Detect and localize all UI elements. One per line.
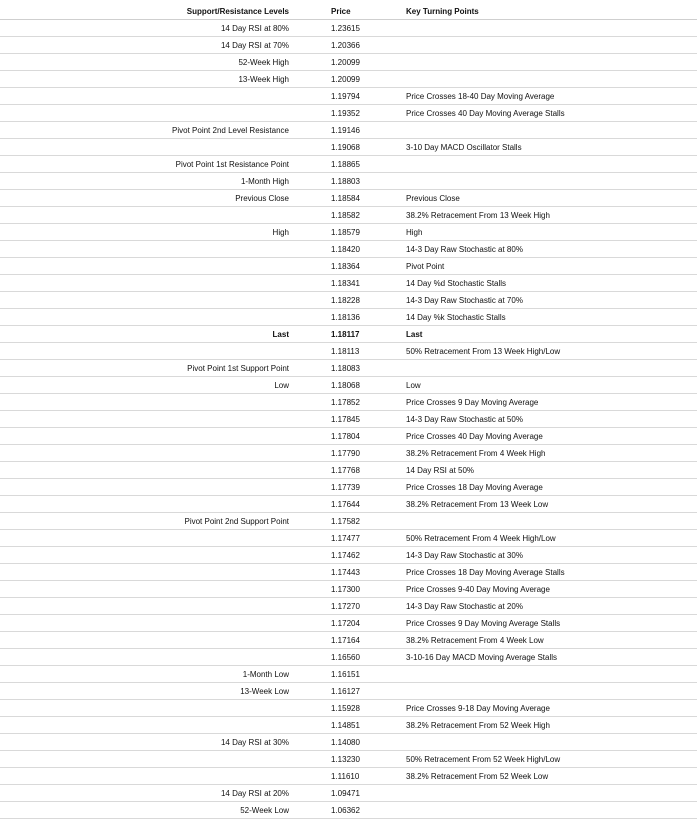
level-cell [0, 275, 296, 292]
level-cell: Low [274, 380, 289, 390]
table-header-row [0, 3, 697, 20]
price-cell: 1.18420 [331, 244, 360, 254]
level-cell [0, 428, 296, 445]
level-cell: Last [272, 329, 289, 339]
table-row [0, 88, 697, 105]
level-cell: Pivot Point 2nd Level Resistance [172, 125, 289, 135]
table-row [0, 564, 697, 581]
table-row [0, 309, 697, 326]
price-cell: 1.20099 [331, 57, 360, 67]
price-cell: 1.17204 [331, 618, 360, 628]
level-cell [0, 581, 296, 598]
price-cell: 1.17804 [331, 431, 360, 441]
turning-point-cell: 14 Day %d Stochastic Stalls [406, 278, 507, 288]
table-row [0, 768, 697, 785]
turning-point-cell: Price Crosses 9 Day Moving Average [406, 397, 539, 407]
table-row [0, 37, 697, 54]
table-row [0, 598, 697, 615]
turning-point-cell: Price Crosses 18 Day Moving Average Stalls [406, 567, 565, 577]
price-cell: 1.18117 [331, 329, 360, 339]
level-cell: Previous Close [235, 193, 289, 203]
table-row [0, 139, 697, 156]
level-cell [0, 105, 296, 122]
level-cell [0, 343, 296, 360]
table-row [0, 462, 697, 479]
table-row [0, 717, 697, 734]
price-cell: 1.17644 [331, 499, 360, 509]
level-cell [0, 445, 296, 462]
table-body [0, 20, 697, 819]
turning-point-cell: Price Crosses 9-40 Day Moving Average [406, 584, 550, 594]
turning-point-cell: 38.2% Retracement From 4 Week Low [406, 635, 544, 645]
turning-point-cell: 38.2% Retracement From 52 Week Low [406, 771, 549, 781]
level-cell [0, 564, 296, 581]
level-cell [0, 598, 296, 615]
turning-point-cell: 50% Retracement From 13 Week High/Low [406, 346, 561, 356]
table-row [0, 173, 697, 190]
table-row [0, 326, 697, 343]
table-row [0, 751, 697, 768]
price-cell: 1.16560 [331, 652, 360, 662]
table-row [0, 105, 697, 122]
price-cell: 1.23615 [331, 23, 360, 33]
turning-point-cell [373, 54, 697, 71]
turning-point-cell [373, 360, 697, 377]
turning-point-cell [373, 173, 697, 190]
price-cell: 1.19352 [331, 108, 360, 118]
level-cell: 13-Week Low [240, 686, 289, 696]
price-cell: 1.18582 [331, 210, 360, 220]
table-row [0, 615, 697, 632]
turning-point-cell: 14-3 Day Raw Stochastic at 50% [406, 414, 523, 424]
turning-point-cell: 14 Day RSI at 50% [406, 465, 475, 475]
price-cell: 1.11610 [331, 771, 360, 781]
turning-point-cell [373, 785, 697, 802]
turning-point-cell [373, 734, 697, 751]
price-cell: 1.14080 [331, 737, 360, 747]
turning-point-cell: Pivot Point [406, 261, 445, 271]
table-row [0, 224, 697, 241]
price-cell: 1.17845 [331, 414, 360, 424]
table-row [0, 241, 697, 258]
level-cell: 52-Week High [238, 57, 289, 67]
table-row [0, 54, 697, 71]
turning-point-cell: Price Crosses 40 Day Moving Average Stalls [406, 108, 565, 118]
level-cell [0, 700, 296, 717]
price-cell: 1.18865 [331, 159, 360, 169]
turning-point-cell: 14-3 Day Raw Stochastic at 30% [406, 550, 523, 560]
header-price: Price [331, 6, 351, 16]
level-cell [0, 207, 296, 224]
table-row [0, 547, 697, 564]
level-cell [0, 768, 296, 785]
table-row [0, 207, 697, 224]
price-cell: 1.19794 [331, 91, 360, 101]
table-row [0, 734, 697, 751]
price-cell: 1.16151 [331, 669, 360, 679]
level-cell: 14 Day RSI at 80% [220, 23, 289, 33]
level-cell [0, 139, 296, 156]
turning-point-cell: 50% Retracement From 52 Week High/Low [406, 754, 561, 764]
turning-point-cell [373, 71, 697, 88]
turning-point-cell: Previous Close [406, 193, 460, 203]
table-row [0, 343, 697, 360]
level-cell [0, 411, 296, 428]
level-cell: Pivot Point 2nd Support Point [184, 516, 289, 526]
price-cell: 1.18113 [331, 346, 360, 356]
turning-point-cell [373, 683, 697, 700]
level-cell [0, 649, 296, 666]
turning-point-cell: 38.2% Retracement From 13 Week Low [406, 499, 549, 509]
table-row [0, 666, 697, 683]
table-row [0, 700, 697, 717]
price-cell: 1.16127 [331, 686, 360, 696]
price-cell: 1.17768 [331, 465, 360, 475]
level-cell [0, 292, 296, 309]
price-cell: 1.18228 [331, 295, 360, 305]
turning-point-cell: Price Crosses 40 Day Moving Average [406, 431, 543, 441]
price-cell: 1.09471 [331, 788, 360, 798]
level-cell [0, 496, 296, 513]
table-row [0, 428, 697, 445]
header-key-turning-points: Key Turning Points [406, 6, 479, 16]
turning-point-cell: 14-3 Day Raw Stochastic at 20% [406, 601, 523, 611]
price-cell: 1.15928 [331, 703, 360, 713]
table-row [0, 71, 697, 88]
level-cell [0, 615, 296, 632]
level-cell [0, 88, 296, 105]
turning-point-cell [373, 122, 697, 139]
turning-point-cell: Price Crosses 9 Day Moving Average Stalls [406, 618, 561, 628]
level-cell [0, 751, 296, 768]
table-row [0, 360, 697, 377]
price-cell: 1.20099 [331, 74, 360, 84]
price-cell: 1.17270 [331, 601, 360, 611]
level-cell: 14 Day RSI at 20% [220, 788, 289, 798]
table-row [0, 292, 697, 309]
level-cell [0, 717, 296, 734]
table-row [0, 258, 697, 275]
turning-point-cell [373, 156, 697, 173]
price-cell: 1.17790 [331, 448, 360, 458]
turning-point-cell: 14-3 Day Raw Stochastic at 70% [406, 295, 523, 305]
level-cell [0, 479, 296, 496]
level-cell: High [272, 227, 289, 237]
level-cell [0, 462, 296, 479]
price-cell: 1.18364 [331, 261, 360, 271]
price-cell: 1.17477 [331, 533, 360, 543]
level-cell: 14 Day RSI at 70% [220, 40, 289, 50]
price-cell: 1.17300 [331, 584, 360, 594]
turning-point-cell [373, 37, 697, 54]
turning-point-cell: Last [406, 329, 423, 339]
turning-point-cell: 50% Retracement From 4 Week High/Low [406, 533, 556, 543]
level-cell: 13-Week High [238, 74, 289, 84]
price-cell: 1.18083 [331, 363, 360, 373]
price-cell: 1.18579 [331, 227, 360, 237]
turning-point-cell [373, 513, 697, 530]
level-cell [0, 547, 296, 564]
level-cell [0, 241, 296, 258]
level-cell: 1-Month High [240, 176, 289, 186]
level-cell: 14 Day RSI at 30% [220, 737, 289, 747]
price-cell: 1.18341 [331, 278, 360, 288]
header-support-resistance-levels: Support/Resistance Levels [186, 6, 289, 16]
turning-point-cell [373, 802, 697, 819]
table-row [0, 411, 697, 428]
turning-point-cell: 38.2% Retracement From 52 Week High [406, 720, 550, 730]
table-row [0, 122, 697, 139]
table-row [0, 479, 697, 496]
level-cell [0, 632, 296, 649]
table-row [0, 649, 697, 666]
table-row [0, 20, 697, 37]
price-cell: 1.18803 [331, 176, 360, 186]
price-cell: 1.17164 [331, 635, 360, 645]
table-row [0, 581, 697, 598]
table-row [0, 394, 697, 411]
turning-point-cell: Price Crosses 18 Day Moving Average [406, 482, 543, 492]
turning-point-cell [373, 666, 697, 683]
price-cell: 1.18136 [331, 312, 360, 322]
level-cell [0, 394, 296, 411]
turning-point-cell: High [406, 227, 423, 237]
price-cell: 1.17462 [331, 550, 360, 560]
table-row [0, 513, 697, 530]
level-cell: Pivot Point 1st Support Point [187, 363, 289, 373]
price-cell: 1.17582 [331, 516, 360, 526]
level-cell [0, 258, 296, 275]
price-cell: 1.18068 [331, 380, 360, 390]
price-cell: 1.19146 [331, 125, 360, 135]
turning-point-cell: 3-10-16 Day MACD Moving Average Stalls [406, 652, 558, 662]
price-cell: 1.06362 [331, 805, 360, 815]
price-cell: 1.17739 [331, 482, 360, 492]
level-cell: Pivot Point 1st Resistance Point [175, 159, 289, 169]
price-cell: 1.13230 [331, 754, 360, 764]
table-row [0, 445, 697, 462]
level-cell [0, 309, 296, 326]
turning-point-cell: Low [406, 380, 421, 390]
price-cell: 1.20366 [331, 40, 360, 50]
price-cell: 1.14851 [331, 720, 360, 730]
turning-point-cell: 38.2% Retracement From 13 Week High [406, 210, 550, 220]
table-row [0, 275, 697, 292]
pivot-levels-table [0, 3, 697, 819]
table-row [0, 802, 697, 819]
turning-point-cell: 14 Day %k Stochastic Stalls [406, 312, 506, 322]
level-cell [0, 530, 296, 547]
table-row [0, 785, 697, 802]
table-row [0, 632, 697, 649]
price-cell: 1.17852 [331, 397, 360, 407]
table-row [0, 496, 697, 513]
turning-point-cell [373, 20, 697, 37]
turning-point-cell: 38.2% Retracement From 4 Week High [406, 448, 546, 458]
turning-point-cell: 3-10 Day MACD Oscillator Stalls [406, 142, 522, 152]
price-cell: 1.19068 [331, 142, 360, 152]
table-row [0, 190, 697, 207]
table-row [0, 377, 697, 394]
price-cell: 1.18584 [331, 193, 360, 203]
turning-point-cell: Price Crosses 9-18 Day Moving Average [406, 703, 550, 713]
turning-point-cell: 14-3 Day Raw Stochastic at 80% [406, 244, 523, 254]
turning-point-cell: Price Crosses 18-40 Day Moving Average [406, 91, 555, 101]
table-row [0, 530, 697, 547]
table-row [0, 683, 697, 700]
level-cell: 52-Week Low [240, 805, 289, 815]
table-row [0, 156, 697, 173]
level-cell: 1-Month Low [242, 669, 289, 679]
price-cell: 1.17443 [331, 567, 360, 577]
